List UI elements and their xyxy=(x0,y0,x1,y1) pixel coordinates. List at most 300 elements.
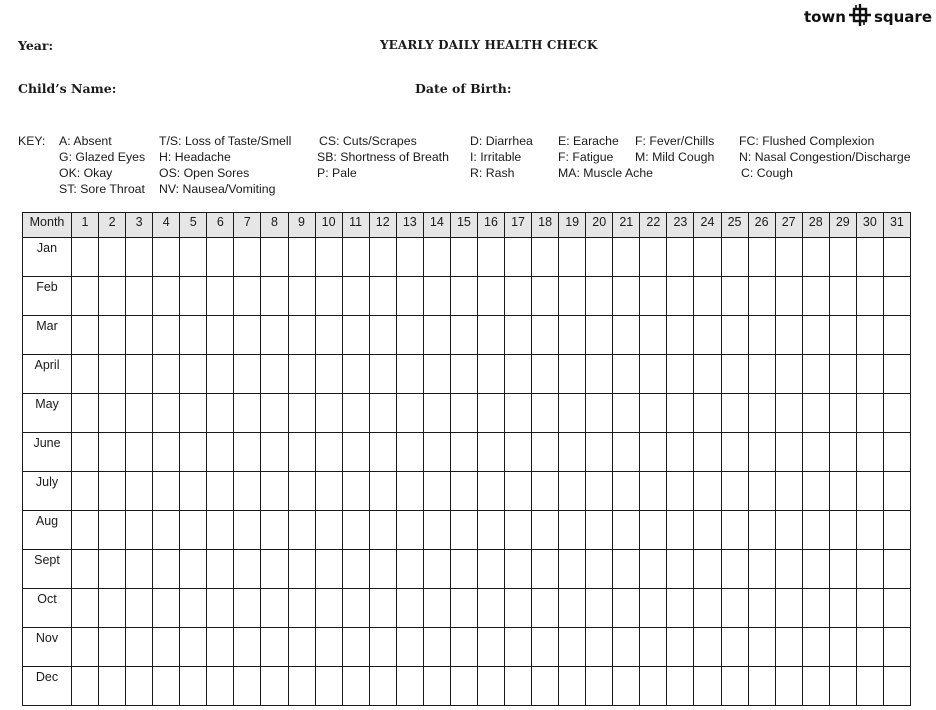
day-cell[interactable] xyxy=(532,628,559,667)
day-cell[interactable] xyxy=(288,550,315,589)
day-cell[interactable] xyxy=(532,511,559,550)
day-cell[interactable] xyxy=(342,550,369,589)
day-cell[interactable] xyxy=(748,472,775,511)
day-cell[interactable] xyxy=(667,316,694,355)
day-cell[interactable] xyxy=(505,667,532,706)
day-cell[interactable] xyxy=(721,355,748,394)
day-cell[interactable] xyxy=(72,472,99,511)
day-cell[interactable] xyxy=(369,316,396,355)
day-cell[interactable] xyxy=(802,355,829,394)
day-cell[interactable] xyxy=(775,238,802,277)
day-cell[interactable] xyxy=(126,589,153,628)
day-cell[interactable] xyxy=(559,550,586,589)
day-cell[interactable] xyxy=(450,394,477,433)
day-cell[interactable] xyxy=(829,550,856,589)
day-cell[interactable] xyxy=(829,628,856,667)
day-cell[interactable] xyxy=(532,316,559,355)
day-cell[interactable] xyxy=(748,238,775,277)
day-cell[interactable] xyxy=(532,433,559,472)
day-cell[interactable] xyxy=(613,433,640,472)
day-cell[interactable] xyxy=(126,238,153,277)
day-cell[interactable] xyxy=(856,667,883,706)
day-cell[interactable] xyxy=(99,589,126,628)
day-cell[interactable] xyxy=(207,628,234,667)
day-cell[interactable] xyxy=(721,550,748,589)
day-cell[interactable] xyxy=(505,511,532,550)
day-cell[interactable] xyxy=(342,667,369,706)
day-cell[interactable] xyxy=(126,355,153,394)
day-cell[interactable] xyxy=(559,277,586,316)
day-cell[interactable] xyxy=(667,277,694,316)
day-cell[interactable] xyxy=(532,667,559,706)
day-cell[interactable] xyxy=(694,511,721,550)
day-cell[interactable] xyxy=(99,472,126,511)
day-cell[interactable] xyxy=(153,667,180,706)
day-cell[interactable] xyxy=(99,394,126,433)
day-cell[interactable] xyxy=(748,394,775,433)
day-cell[interactable] xyxy=(640,628,667,667)
day-cell[interactable] xyxy=(450,589,477,628)
day-cell[interactable] xyxy=(396,667,423,706)
day-cell[interactable] xyxy=(559,316,586,355)
day-cell[interactable] xyxy=(613,238,640,277)
day-cell[interactable] xyxy=(72,238,99,277)
day-cell[interactable] xyxy=(694,667,721,706)
day-cell[interactable] xyxy=(261,472,288,511)
day-cell[interactable] xyxy=(505,238,532,277)
day-cell[interactable] xyxy=(396,550,423,589)
day-cell[interactable] xyxy=(748,316,775,355)
day-cell[interactable] xyxy=(640,355,667,394)
day-cell[interactable] xyxy=(234,550,261,589)
day-cell[interactable] xyxy=(315,589,342,628)
day-cell[interactable] xyxy=(207,472,234,511)
day-cell[interactable] xyxy=(126,277,153,316)
day-cell[interactable] xyxy=(883,394,910,433)
day-cell[interactable] xyxy=(99,667,126,706)
day-cell[interactable] xyxy=(613,589,640,628)
day-cell[interactable] xyxy=(234,628,261,667)
day-cell[interactable] xyxy=(99,316,126,355)
day-cell[interactable] xyxy=(153,277,180,316)
day-cell[interactable] xyxy=(207,355,234,394)
day-cell[interactable] xyxy=(153,355,180,394)
day-cell[interactable] xyxy=(640,589,667,628)
day-cell[interactable] xyxy=(477,472,504,511)
day-cell[interactable] xyxy=(342,433,369,472)
day-cell[interactable] xyxy=(856,277,883,316)
day-cell[interactable] xyxy=(694,472,721,511)
day-cell[interactable] xyxy=(829,316,856,355)
day-cell[interactable] xyxy=(153,316,180,355)
day-cell[interactable] xyxy=(829,589,856,628)
day-cell[interactable] xyxy=(261,355,288,394)
day-cell[interactable] xyxy=(423,277,450,316)
day-cell[interactable] xyxy=(234,394,261,433)
day-cell[interactable] xyxy=(423,238,450,277)
day-cell[interactable] xyxy=(613,472,640,511)
day-cell[interactable] xyxy=(342,277,369,316)
day-cell[interactable] xyxy=(126,433,153,472)
day-cell[interactable] xyxy=(721,394,748,433)
day-cell[interactable] xyxy=(234,355,261,394)
day-cell[interactable] xyxy=(342,355,369,394)
day-cell[interactable] xyxy=(883,238,910,277)
day-cell[interactable] xyxy=(667,355,694,394)
day-cell[interactable] xyxy=(207,550,234,589)
day-cell[interactable] xyxy=(315,316,342,355)
day-cell[interactable] xyxy=(180,394,207,433)
day-cell[interactable] xyxy=(532,472,559,511)
day-cell[interactable] xyxy=(72,277,99,316)
day-cell[interactable] xyxy=(207,589,234,628)
day-cell[interactable] xyxy=(694,628,721,667)
day-cell[interactable] xyxy=(694,316,721,355)
day-cell[interactable] xyxy=(505,394,532,433)
day-cell[interactable] xyxy=(207,394,234,433)
day-cell[interactable] xyxy=(450,628,477,667)
day-cell[interactable] xyxy=(613,511,640,550)
day-cell[interactable] xyxy=(775,589,802,628)
day-cell[interactable] xyxy=(72,589,99,628)
day-cell[interactable] xyxy=(883,667,910,706)
day-cell[interactable] xyxy=(180,667,207,706)
day-cell[interactable] xyxy=(153,628,180,667)
day-cell[interactable] xyxy=(450,355,477,394)
day-cell[interactable] xyxy=(342,511,369,550)
day-cell[interactable] xyxy=(883,589,910,628)
day-cell[interactable] xyxy=(721,238,748,277)
day-cell[interactable] xyxy=(99,355,126,394)
day-cell[interactable] xyxy=(505,433,532,472)
day-cell[interactable] xyxy=(559,667,586,706)
day-cell[interactable] xyxy=(423,550,450,589)
day-cell[interactable] xyxy=(721,589,748,628)
day-cell[interactable] xyxy=(829,667,856,706)
day-cell[interactable] xyxy=(748,667,775,706)
day-cell[interactable] xyxy=(126,628,153,667)
day-cell[interactable] xyxy=(99,433,126,472)
day-cell[interactable] xyxy=(261,511,288,550)
day-cell[interactable] xyxy=(748,550,775,589)
day-cell[interactable] xyxy=(667,550,694,589)
day-cell[interactable] xyxy=(99,550,126,589)
day-cell[interactable] xyxy=(369,511,396,550)
day-cell[interactable] xyxy=(829,238,856,277)
day-cell[interactable] xyxy=(261,316,288,355)
day-cell[interactable] xyxy=(72,394,99,433)
day-cell[interactable] xyxy=(288,472,315,511)
day-cell[interactable] xyxy=(694,238,721,277)
day-cell[interactable] xyxy=(207,238,234,277)
day-cell[interactable] xyxy=(396,316,423,355)
day-cell[interactable] xyxy=(450,472,477,511)
day-cell[interactable] xyxy=(315,277,342,316)
day-cell[interactable] xyxy=(559,394,586,433)
day-cell[interactable] xyxy=(369,394,396,433)
day-cell[interactable] xyxy=(288,394,315,433)
day-cell[interactable] xyxy=(396,472,423,511)
day-cell[interactable] xyxy=(613,277,640,316)
day-cell[interactable] xyxy=(721,667,748,706)
day-cell[interactable] xyxy=(477,667,504,706)
day-cell[interactable] xyxy=(613,316,640,355)
day-cell[interactable] xyxy=(559,472,586,511)
day-cell[interactable] xyxy=(72,667,99,706)
day-cell[interactable] xyxy=(288,667,315,706)
day-cell[interactable] xyxy=(856,355,883,394)
day-cell[interactable] xyxy=(477,433,504,472)
day-cell[interactable] xyxy=(72,628,99,667)
day-cell[interactable] xyxy=(586,589,613,628)
day-cell[interactable] xyxy=(586,550,613,589)
day-cell[interactable] xyxy=(126,394,153,433)
day-cell[interactable] xyxy=(126,316,153,355)
day-cell[interactable] xyxy=(261,667,288,706)
day-cell[interactable] xyxy=(423,589,450,628)
day-cell[interactable] xyxy=(532,238,559,277)
day-cell[interactable] xyxy=(775,355,802,394)
day-cell[interactable] xyxy=(694,550,721,589)
day-cell[interactable] xyxy=(775,277,802,316)
day-cell[interactable] xyxy=(126,472,153,511)
day-cell[interactable] xyxy=(423,433,450,472)
day-cell[interactable] xyxy=(126,550,153,589)
day-cell[interactable] xyxy=(180,550,207,589)
day-cell[interactable] xyxy=(153,511,180,550)
day-cell[interactable] xyxy=(856,472,883,511)
day-cell[interactable] xyxy=(207,511,234,550)
day-cell[interactable] xyxy=(505,316,532,355)
day-cell[interactable] xyxy=(99,277,126,316)
day-cell[interactable] xyxy=(396,277,423,316)
day-cell[interactable] xyxy=(99,628,126,667)
day-cell[interactable] xyxy=(505,589,532,628)
day-cell[interactable] xyxy=(721,472,748,511)
day-cell[interactable] xyxy=(694,589,721,628)
day-cell[interactable] xyxy=(288,511,315,550)
day-cell[interactable] xyxy=(450,433,477,472)
day-cell[interactable] xyxy=(207,433,234,472)
day-cell[interactable] xyxy=(342,628,369,667)
day-cell[interactable] xyxy=(261,628,288,667)
day-cell[interactable] xyxy=(72,550,99,589)
day-cell[interactable] xyxy=(883,550,910,589)
day-cell[interactable] xyxy=(721,433,748,472)
day-cell[interactable] xyxy=(613,394,640,433)
day-cell[interactable] xyxy=(153,238,180,277)
day-cell[interactable] xyxy=(586,433,613,472)
day-cell[interactable] xyxy=(153,433,180,472)
day-cell[interactable] xyxy=(477,238,504,277)
day-cell[interactable] xyxy=(477,511,504,550)
day-cell[interactable] xyxy=(640,667,667,706)
day-cell[interactable] xyxy=(802,511,829,550)
day-cell[interactable] xyxy=(450,316,477,355)
day-cell[interactable] xyxy=(802,277,829,316)
day-cell[interactable] xyxy=(396,355,423,394)
day-cell[interactable] xyxy=(559,355,586,394)
day-cell[interactable] xyxy=(856,238,883,277)
day-cell[interactable] xyxy=(883,628,910,667)
day-cell[interactable] xyxy=(775,472,802,511)
day-cell[interactable] xyxy=(856,394,883,433)
day-cell[interactable] xyxy=(72,433,99,472)
day-cell[interactable] xyxy=(586,277,613,316)
day-cell[interactable] xyxy=(450,238,477,277)
day-cell[interactable] xyxy=(532,277,559,316)
day-cell[interactable] xyxy=(315,628,342,667)
day-cell[interactable] xyxy=(477,277,504,316)
day-cell[interactable] xyxy=(423,667,450,706)
day-cell[interactable] xyxy=(315,511,342,550)
day-cell[interactable] xyxy=(775,433,802,472)
day-cell[interactable] xyxy=(261,550,288,589)
day-cell[interactable] xyxy=(396,238,423,277)
day-cell[interactable] xyxy=(640,238,667,277)
day-cell[interactable] xyxy=(559,238,586,277)
day-cell[interactable] xyxy=(802,394,829,433)
day-cell[interactable] xyxy=(640,277,667,316)
day-cell[interactable] xyxy=(505,277,532,316)
day-cell[interactable] xyxy=(288,589,315,628)
day-cell[interactable] xyxy=(261,433,288,472)
day-cell[interactable] xyxy=(883,472,910,511)
day-cell[interactable] xyxy=(153,589,180,628)
day-cell[interactable] xyxy=(559,511,586,550)
day-cell[interactable] xyxy=(586,316,613,355)
day-cell[interactable] xyxy=(667,511,694,550)
day-cell[interactable] xyxy=(694,277,721,316)
day-cell[interactable] xyxy=(586,511,613,550)
day-cell[interactable] xyxy=(667,589,694,628)
day-cell[interactable] xyxy=(234,667,261,706)
day-cell[interactable] xyxy=(477,316,504,355)
day-cell[interactable] xyxy=(775,667,802,706)
day-cell[interactable] xyxy=(748,628,775,667)
day-cell[interactable] xyxy=(883,355,910,394)
day-cell[interactable] xyxy=(856,589,883,628)
day-cell[interactable] xyxy=(153,394,180,433)
day-cell[interactable] xyxy=(802,238,829,277)
day-cell[interactable] xyxy=(505,355,532,394)
day-cell[interactable] xyxy=(153,550,180,589)
day-cell[interactable] xyxy=(667,433,694,472)
day-cell[interactable] xyxy=(829,472,856,511)
day-cell[interactable] xyxy=(369,355,396,394)
day-cell[interactable] xyxy=(505,550,532,589)
day-cell[interactable] xyxy=(586,394,613,433)
day-cell[interactable] xyxy=(532,355,559,394)
day-cell[interactable] xyxy=(369,238,396,277)
day-cell[interactable] xyxy=(261,589,288,628)
day-cell[interactable] xyxy=(369,628,396,667)
day-cell[interactable] xyxy=(477,628,504,667)
day-cell[interactable] xyxy=(748,589,775,628)
day-cell[interactable] xyxy=(342,472,369,511)
day-cell[interactable] xyxy=(640,394,667,433)
day-cell[interactable] xyxy=(883,277,910,316)
day-cell[interactable] xyxy=(369,550,396,589)
day-cell[interactable] xyxy=(640,472,667,511)
day-cell[interactable] xyxy=(450,511,477,550)
day-cell[interactable] xyxy=(856,433,883,472)
day-cell[interactable] xyxy=(342,589,369,628)
day-cell[interactable] xyxy=(667,472,694,511)
day-cell[interactable] xyxy=(883,316,910,355)
day-cell[interactable] xyxy=(369,277,396,316)
day-cell[interactable] xyxy=(694,394,721,433)
day-cell[interactable] xyxy=(369,589,396,628)
day-cell[interactable] xyxy=(288,238,315,277)
day-cell[interactable] xyxy=(180,355,207,394)
day-cell[interactable] xyxy=(180,472,207,511)
day-cell[interactable] xyxy=(694,433,721,472)
day-cell[interactable] xyxy=(856,511,883,550)
day-cell[interactable] xyxy=(667,238,694,277)
day-cell[interactable] xyxy=(775,628,802,667)
day-cell[interactable] xyxy=(559,433,586,472)
day-cell[interactable] xyxy=(396,628,423,667)
day-cell[interactable] xyxy=(180,277,207,316)
day-cell[interactable] xyxy=(207,667,234,706)
day-cell[interactable] xyxy=(234,472,261,511)
day-cell[interactable] xyxy=(342,316,369,355)
day-cell[interactable] xyxy=(775,550,802,589)
day-cell[interactable] xyxy=(315,238,342,277)
day-cell[interactable] xyxy=(99,511,126,550)
day-cell[interactable] xyxy=(883,511,910,550)
day-cell[interactable] xyxy=(721,277,748,316)
day-cell[interactable] xyxy=(261,238,288,277)
day-cell[interactable] xyxy=(802,550,829,589)
day-cell[interactable] xyxy=(261,277,288,316)
day-cell[interactable] xyxy=(315,394,342,433)
day-cell[interactable] xyxy=(342,238,369,277)
day-cell[interactable] xyxy=(748,433,775,472)
day-cell[interactable] xyxy=(856,550,883,589)
day-cell[interactable] xyxy=(559,628,586,667)
day-cell[interactable] xyxy=(829,277,856,316)
day-cell[interactable] xyxy=(234,433,261,472)
day-cell[interactable] xyxy=(207,316,234,355)
day-cell[interactable] xyxy=(613,355,640,394)
day-cell[interactable] xyxy=(153,472,180,511)
day-cell[interactable] xyxy=(72,355,99,394)
day-cell[interactable] xyxy=(423,394,450,433)
day-cell[interactable] xyxy=(180,238,207,277)
day-cell[interactable] xyxy=(288,316,315,355)
day-cell[interactable] xyxy=(180,628,207,667)
day-cell[interactable] xyxy=(586,238,613,277)
day-cell[interactable] xyxy=(532,589,559,628)
day-cell[interactable] xyxy=(559,589,586,628)
day-cell[interactable] xyxy=(586,667,613,706)
day-cell[interactable] xyxy=(505,628,532,667)
day-cell[interactable] xyxy=(180,433,207,472)
day-cell[interactable] xyxy=(423,628,450,667)
day-cell[interactable] xyxy=(477,550,504,589)
day-cell[interactable] xyxy=(532,550,559,589)
day-cell[interactable] xyxy=(234,589,261,628)
day-cell[interactable] xyxy=(748,355,775,394)
day-cell[interactable] xyxy=(775,394,802,433)
day-cell[interactable] xyxy=(234,238,261,277)
day-cell[interactable] xyxy=(640,550,667,589)
day-cell[interactable] xyxy=(315,667,342,706)
day-cell[interactable] xyxy=(505,472,532,511)
day-cell[interactable] xyxy=(829,394,856,433)
